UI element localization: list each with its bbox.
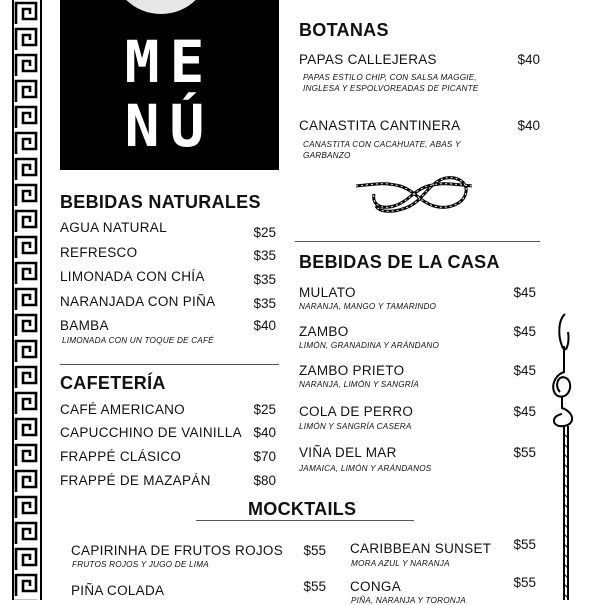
menu-item-price: $45 — [513, 324, 536, 339]
menu-item-description: JAMAICA, LIMÓN Y ARÁNDANOS — [299, 464, 432, 473]
greek-key-border — [12, 0, 42, 600]
menu-item-name: FRAPPÉ CLÁSICO — [60, 449, 182, 464]
menu-item-name: BAMBA — [60, 318, 109, 333]
menu-item-description: LIMÓN Y SANGRÍA CASERA — [299, 422, 412, 431]
menu-title-line2: NÚ — [124, 92, 215, 160]
section-title-botanas: BOTANAS — [299, 20, 389, 40]
menu-item-price: $80 — [253, 473, 276, 488]
section-divider — [60, 364, 279, 365]
menu-item-name: CONGA — [350, 579, 402, 594]
menu-item-price: $55 — [303, 543, 326, 558]
menu-item-price: $40 — [253, 318, 276, 333]
menu-item-description: MORA AZUL Y NARANJA — [351, 559, 450, 568]
menu-item-price: $45 — [513, 285, 536, 300]
menu-item-name: PIÑA COLADA — [71, 583, 165, 598]
menu-item-name: COLA DE PERRO — [299, 404, 414, 419]
hanging-rope-illustration — [540, 312, 590, 600]
menu-item-name: CARIBBEAN SUNSET — [350, 541, 492, 556]
menu-item-price: $25 — [253, 402, 276, 417]
menu-item-description: LIMÓN, GRANADINA Y ARÁNDANO — [299, 341, 440, 350]
menu-item-price: $40 — [517, 118, 540, 133]
section-divider — [196, 520, 414, 521]
section-title-mocktails: MOCKTAILS — [248, 499, 357, 519]
menu-item-name: ZAMBO PRIETO — [299, 363, 405, 378]
rope-knot-illustration — [356, 168, 472, 224]
menu-item-name: NARANJADA CON PIÑA — [60, 294, 216, 309]
section-title-bebidas-de-la-casa: BEBIDAS DE LA CASA — [299, 252, 500, 272]
menu-item-price: $55 — [513, 537, 536, 552]
menu-item-price: $55 — [513, 445, 536, 460]
menu-item-price: $35 — [253, 248, 276, 263]
menu-item-description: PIÑA, NARANJA Y TORONJA — [351, 596, 466, 605]
menu-item-price: $45 — [513, 363, 536, 378]
menu-item-price: $35 — [253, 272, 276, 287]
menu-item-name: PAPAS CALLEJERAS — [299, 52, 437, 67]
menu-item-name: FRAPPÉ DE MAZAPÁN — [60, 473, 211, 488]
menu-item-name: REFRESCO — [60, 245, 138, 260]
menu-item-description: NARANJA, MANGO Y TAMARINDO — [299, 302, 437, 311]
menu-item-description: CANASTITA CON CACAHUATE, ABAS Y GARBANZO — [303, 140, 461, 160]
menu-item-name: CAFÉ AMERICANO — [60, 402, 185, 417]
menu-item-name: MULATO — [299, 285, 356, 300]
menu-item-price: $55 — [303, 579, 326, 594]
menu-item-description: NARANJA, LIMÓN Y SANGRÍA — [299, 380, 420, 389]
menu-item-name: CANASTITA CANTINERA — [299, 118, 461, 133]
menu-item-name: LIMONADA CON CHÍA — [60, 269, 205, 284]
menu-item-price: $40 — [517, 52, 540, 67]
menu-title-line1: ME — [124, 28, 215, 96]
menu-item-name: ZAMBO — [299, 324, 349, 339]
menu-item-price: $40 — [253, 425, 276, 440]
menu-item-price: $25 — [253, 225, 276, 240]
section-title-cafeteria: CAFETERÍA — [60, 373, 166, 393]
menu-item-price: $55 — [513, 575, 536, 590]
section-divider — [295, 241, 540, 242]
menu-item-price: $70 — [253, 449, 276, 464]
menu-item-name: AGUA NATURAL — [60, 220, 167, 235]
section-title-bebidas-naturales: BEBIDAS NATURALES — [60, 192, 261, 212]
menu-item-name: VIÑA DEL MAR — [299, 445, 397, 460]
menu-item-description: PAPAS ESTILO CHIP, CON SALSA MAGGIE, INGLESA Y ESPOLVOREADAS DE PICANTE — [303, 73, 479, 93]
menu-item-name: CAPIRINHA DE FRUTOS ROJOS — [71, 543, 284, 558]
menu-item-price: $35 — [253, 296, 276, 311]
menu-item-description: FRUTOS ROJOS Y JUGO DE LIMA — [72, 560, 209, 569]
menu-item-description: LIMONADA CON UN TOQUE DE CAFÉ — [62, 336, 214, 345]
menu-item-price: $45 — [513, 404, 536, 419]
menu-item-name: CAPUCCHINO DE VAINILLA — [60, 425, 242, 440]
